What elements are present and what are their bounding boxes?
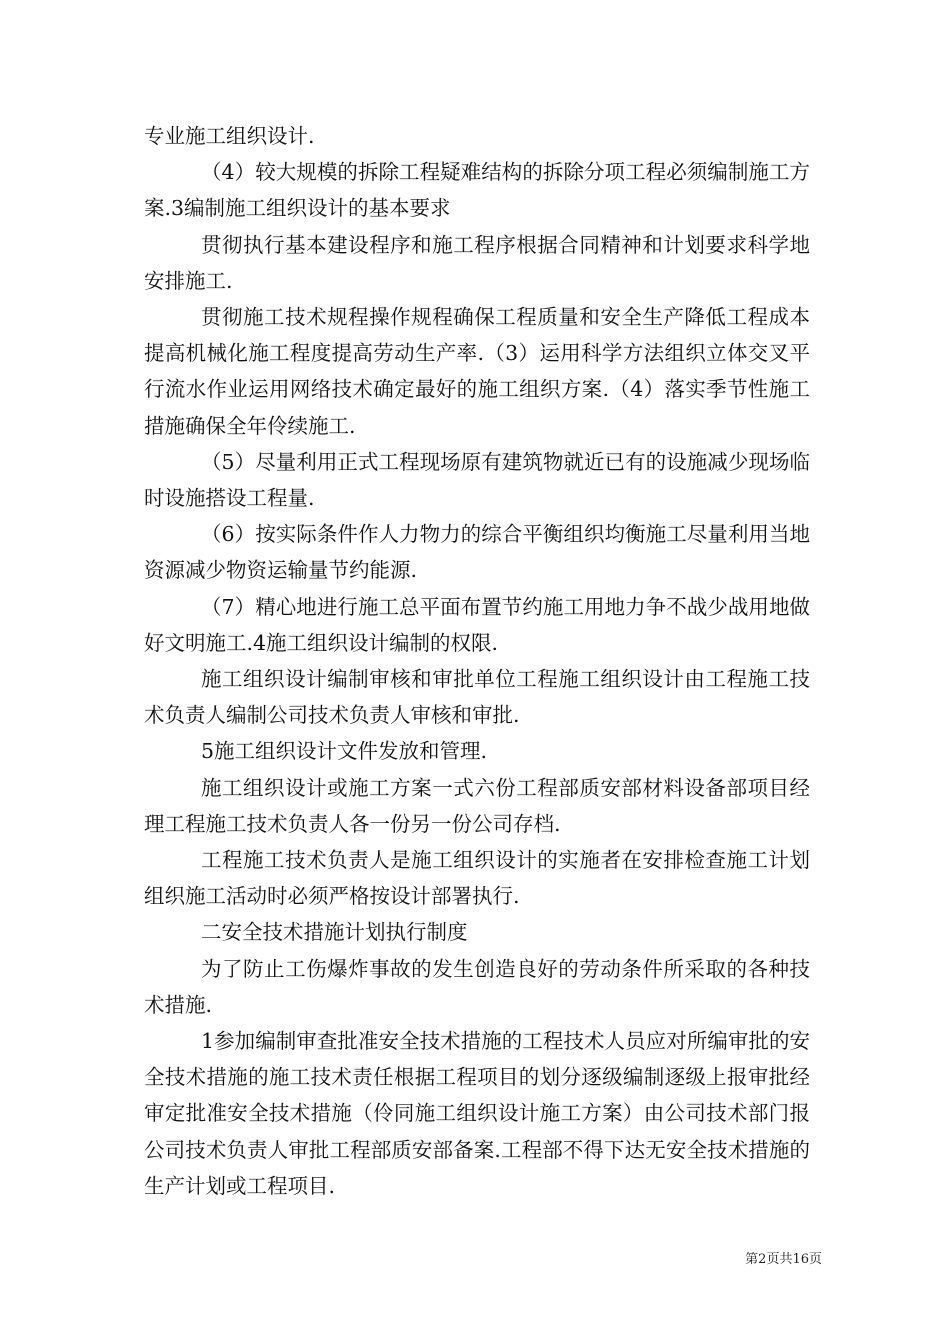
- paragraph-3: 贯彻执行基本建设程序和施工程序根据合同精神和计划要求科学地安排施工.: [144, 232, 810, 293]
- paragraph-14: 1参加编制审查批准安全技术措施的工程技术人员应对所编审批的安全技术措施的施工技术责任根据工程项目的划分逐级编制逐级上报审批经审定批准安全技术措施（伶同施工组织设计施工方案）由公司技术部门报公司技术负责人审批工程部质安部备案.工程部不得下达无安全技术措施的生产计划或工程项目.: [144, 1029, 810, 1198]
- paragraph-5: （5）尽量利用正式工程现场原有建筑物就近已有的设施减少现场临时设施搭设工程量.: [144, 449, 810, 511]
- paragraph-7: （7）精心地进行施工总平面布置节约施工用地力争不战少战用地做好文明施工.4施工组织设计编制的权限.: [144, 594, 810, 655]
- paragraph-8: 施工组织设计编制审核和审批单位工程施工组织设计由工程施工技术负责人编制公司技术负责人审核和审批.: [144, 667, 810, 728]
- document-body: [144, 118, 810, 1204]
- paragraph-1: 专业施工组织设计.: [144, 124, 315, 148]
- paragraph-9: 5施工组织设计文件发放和管理.: [201, 739, 488, 764]
- section-heading: 二安全技术措施计划执行制度: [201, 920, 468, 945]
- paragraph-2: （4）较大规模的拆除工程疑难结构的拆除分项工程必须编制施工方案.3编制施工组织设计的基本要求: [144, 160, 810, 221]
- paragraph-10: 施工组织设计或施工方案一式六份工程部质安部材料设备部项目经理工程施工技术负责人各一份另一份公司存档.: [144, 775, 810, 836]
- paragraph-13: 为了防止工伤爆炸事故的发生创造良好的劳动条件所采取的各种技术措施.: [144, 956, 810, 1017]
- page-number-footer: 第2页共16页: [745, 1252, 822, 1267]
- paragraph-4: 贯彻施工技术规程操作规程确保工程质量和安全生产降低工程成本提高机械化施工程度提高劳动生产率.（3）运用科学方法组织立体交叉平行流水作业运用网络技术确定最好的施工组织方案.（4）落实季节性施工措施确保全年伶续施工.: [144, 305, 810, 438]
- paragraph-11: 工程施工技术负责人是施工组织设计的实施者在安排检查施工计划组织施工活动时必须严格按设计部署执行.: [144, 848, 810, 909]
- paragraph-6: （6）按实际条件作人力物力的综合平衡组织均衡施工尽量利用当地资源减少物资运输量节约能源.: [144, 522, 810, 583]
